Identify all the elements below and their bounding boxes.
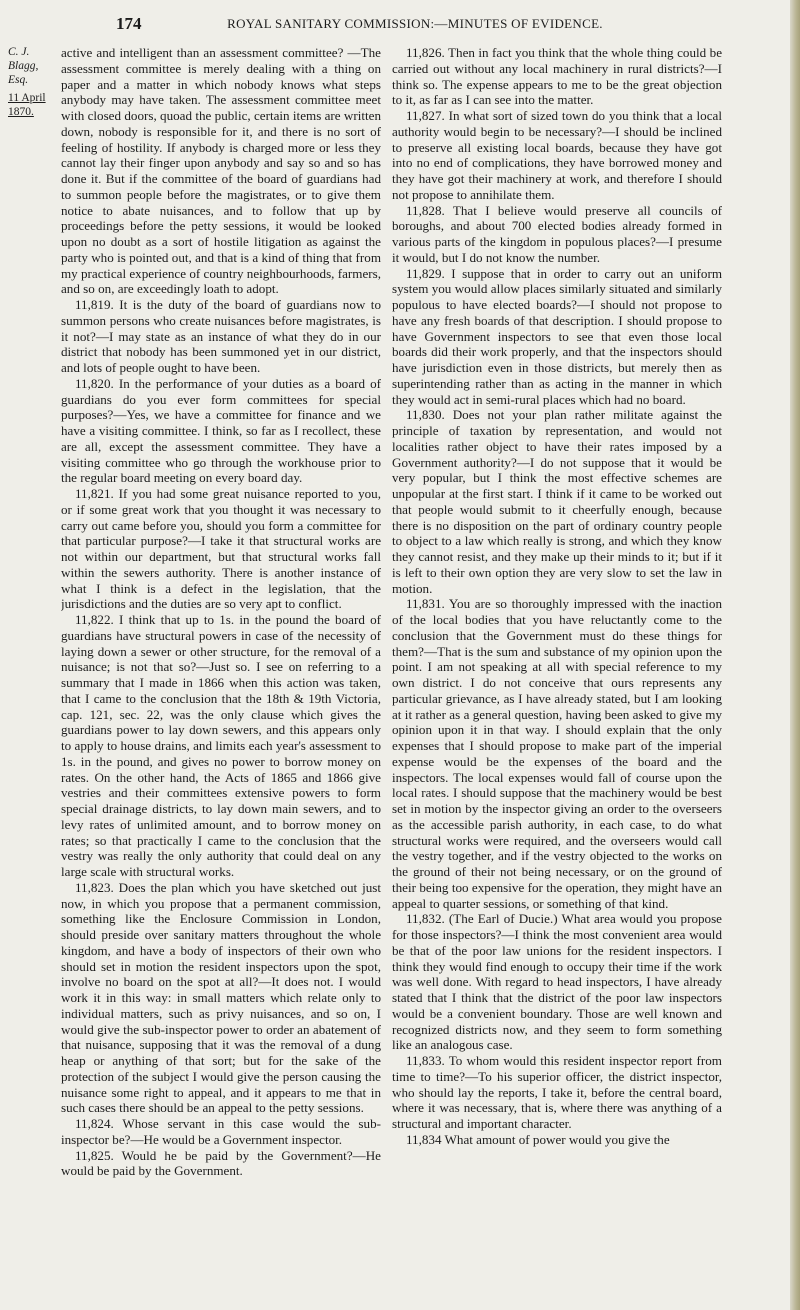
running-head: ROYAL SANITARY COMMISSION:—MINUTES OF EVIDENCE. <box>227 16 603 31</box>
left-column <box>61 45 381 1290</box>
paragraph: 11,829. I suppose that in order to carry out an uniform system you would allow places similarly situated and similarly populous to have elected boards?—I should not propose to have any fresh boards of that description. I should propose to have Government inspectors to see that even those local boards did their work properly, and that the inspectors should have jurisdiction even in those districts, but merely then as superintending rather than as acting in the manner in which they would act in semi-rural places which had no board. <box>392 265 722 407</box>
paragraph: 11,819. It is the duty of the board of guardians now to summon persons who create nuisances before magistrates, is it not?—I may state as an instance of what they do in our district that nobody has been summoned yet in our district, and lots of people ought to have been. <box>61 297 381 375</box>
witness-name: C. J. Blagg, Esq. <box>8 46 39 86</box>
paragraph: 11,830. Does not your plan rather militate against the principle of taxation by representation, and would not localities rather object to have their rates imposed by a Government authority?—I do not suppose that it would be very popular, but I think the most effective schemes are unpopular at the first start. I think if it came to be worked out that people would submit to it cheerfully enough, because there is no disposition on the part of ordinary country people to object to a law which really is strong, and which they know they cannot resist, and they make up their minds to it; but if it is left to their own option they are very slow to set the law in motion. <box>392 407 722 596</box>
margin-note <box>8 45 60 119</box>
paragraph: 11,834 What amount of power would you give the <box>406 1131 670 1147</box>
paragraph: 11,824. Whose servant in this case would the sub-inspector be?—He would be a Government inspector. <box>61 1116 381 1147</box>
paragraph: 11,822. I think that up to 1s. in the pound the board of guardians have structural powers in case of the necessity of laying down a sewer or other structure, for the removal of a nuisance; is not that so?—Just so. I see on referring to a summary that I made in 1866 when this action was taken, that I came to the conclusion that the 18th & 19th Victoria, cap. 121, sec. 22, was the only clause which gives the guardians power to lay down sewers, and this appears only to apply to house drains, and limits each year's assessment to 1s. in the pound, and gives no power to borrow money on rates. On the other hand, the Acts of 1865 and 1866 give vestries and their committees extensive powers to form special drainage districts, to lay down main sewers, and to levy rates of unlimited amount, and to borrow money on rates; so that practically I came to the conclusion that the vestry was really the only authority that could deal on any large scale with structural works. <box>61 612 381 879</box>
paragraph: 11,820. In the performance of your duties as a board of guardians do you ever form committees for special purposes?—Yes, we have a committee for finance and we have a visiting committee. I think, so far as I recollect, these are all, except the assessment committee. They have a visiting committee who go through the workhouse prior to the regular board meeting on every board day. <box>61 375 381 486</box>
paragraph: 11,823. Does the plan which you have sketched out just now, in which you propose that a permanent commission, something like the Enclosure Commission in London, should preside over sanitary matters throughout the whole kingdom, and have a body of inspectors of their own who should set in motion the resident inspectors upon the spot, involve no board on the spot at all?—It does not. I would work it in this way: in small matters which relate only to individual matters, such as privy nuisances, and so on, I would give the sub-inspector power to order an abatement of that nuisance, supposing that it was the removal of a dung heap or anything of that sort; but for the sake of the protection of the subject I would give the person causing the nuisance some right to appeal, and it appears to me that in such cases there should be an appeal to the petty sessions. <box>61 879 381 1116</box>
paragraph: 11,826. Then in fact you think that the whole thing could be carried out without any local machinery in rural districts?—I think so. The expense appears to me to be the great objection to it, as far as I can see into the matter. <box>392 45 722 108</box>
paragraph: 11,832. (The Earl of Ducie.) What area would you propose for those inspectors?—I think the most convenient area would be that of the poor law unions for the resident inspectors. I think they would find enough to occupy their time if the work was well done. With regard to head inspectors, I have already stated that I think that the district of the poor law inspectors would be a convenient boundary. Those are well known and recognized districts now, and they seem to form something like an analogous case. <box>392 911 722 1053</box>
paragraph: 11,821. If you had some great nuisance reported to you, or if some great work that you thought it was necessary to carry out came before you, should you form a committee for that particular purpose?—I take it that structural works are not within our department, but that structural works fall within the sewers authority. There is another instance of what I think is a defect in the legislation, that the jurisdictions and the duties are so very apt to conflict. <box>61 486 381 612</box>
paragraph: 11,827. In what sort of sized town do you think that a local authority would begin to be necessary?—I should be inclined to preserve all existing local boards, because they have got into no end of complications, they have borrowed money and they have got their machinery at work, and therefore I should not propose to annihilate them. <box>392 108 722 202</box>
page-number: 174 <box>116 14 142 33</box>
page-header <box>0 14 790 38</box>
page-edge <box>790 0 800 1310</box>
right-column <box>392 45 722 1290</box>
paragraph: 11,828. That I believe would preserve all councils of boroughs, and about 700 elected bodies already formed in various parts of the kingdom in populous places?—I presume it would, but I do not know the number. <box>392 202 722 265</box>
paragraph: 11,831. You are so thoroughly impressed with the inaction of the local bodies that you have reluctantly come to the conclusion that the Government must do these things for them?—That is the sum and substance of my opinion upon the point. I am not speaking at all with special reference to my own district. I do not conceive that ours represents any particular grievance, as I have already stated, but I am looking at it rather as a general question, having been asked to give my opinion upon it in that way. I should explain that the only expenses that I should propose to make part of the imperial expense would be the expenses of the board and the inspectors. The local expenses would fall of course upon the local rates. I should suppose that the machinery would be best set in motion by the inspector giving an order to the overseers as the accessible parish authority, in each case, to do what structural works were required, and the overseers would call the vestry together, and if the vestry objected to the works on the ground of their not being necessary, or on the ground of their being too expensive for the operation, they might have an appeal to quarter sessions, or something of that kind. <box>392 596 722 911</box>
paragraph: active and intelligent than an assessment committee? —The assessment committee is merely dealing with a thing on paper and a matter in which nobody knows what steps anybody may have taken. The assessment committee meet with closed doors, quoad the public, certain items are written down, nobody is responsible for it, and there is no sort of feeling of hostility. If anybody is charged more or less they cannot lay their finger upon anybody and say so and so has done it. But if the committee of the board of guardians had to summon people before the magistrates, or to give them notice to abate nuisances, and to follow that up by proceedings before the petty sessions, it would be looked upon no doubt as a sort of hostile litigation as against the party who is pointed out, and that is a kind of thing that from my practical experience of country neighbourhoods, farmers, and so on, are exceedingly loath to adopt. <box>61 45 381 297</box>
paragraph: 11,833. To whom would this resident inspector report from time to time?—To his superior officer, the district inspector, who should lay the reports, I take it, before the central board, where it was necessary, that is, where there was anything of a structural and important character. <box>392 1053 722 1131</box>
paragraph: 11,825. Would he be paid by the Government?—He would be paid by the Government. <box>61 1147 381 1179</box>
evidence-date: 11 April 1870. <box>8 92 46 118</box>
